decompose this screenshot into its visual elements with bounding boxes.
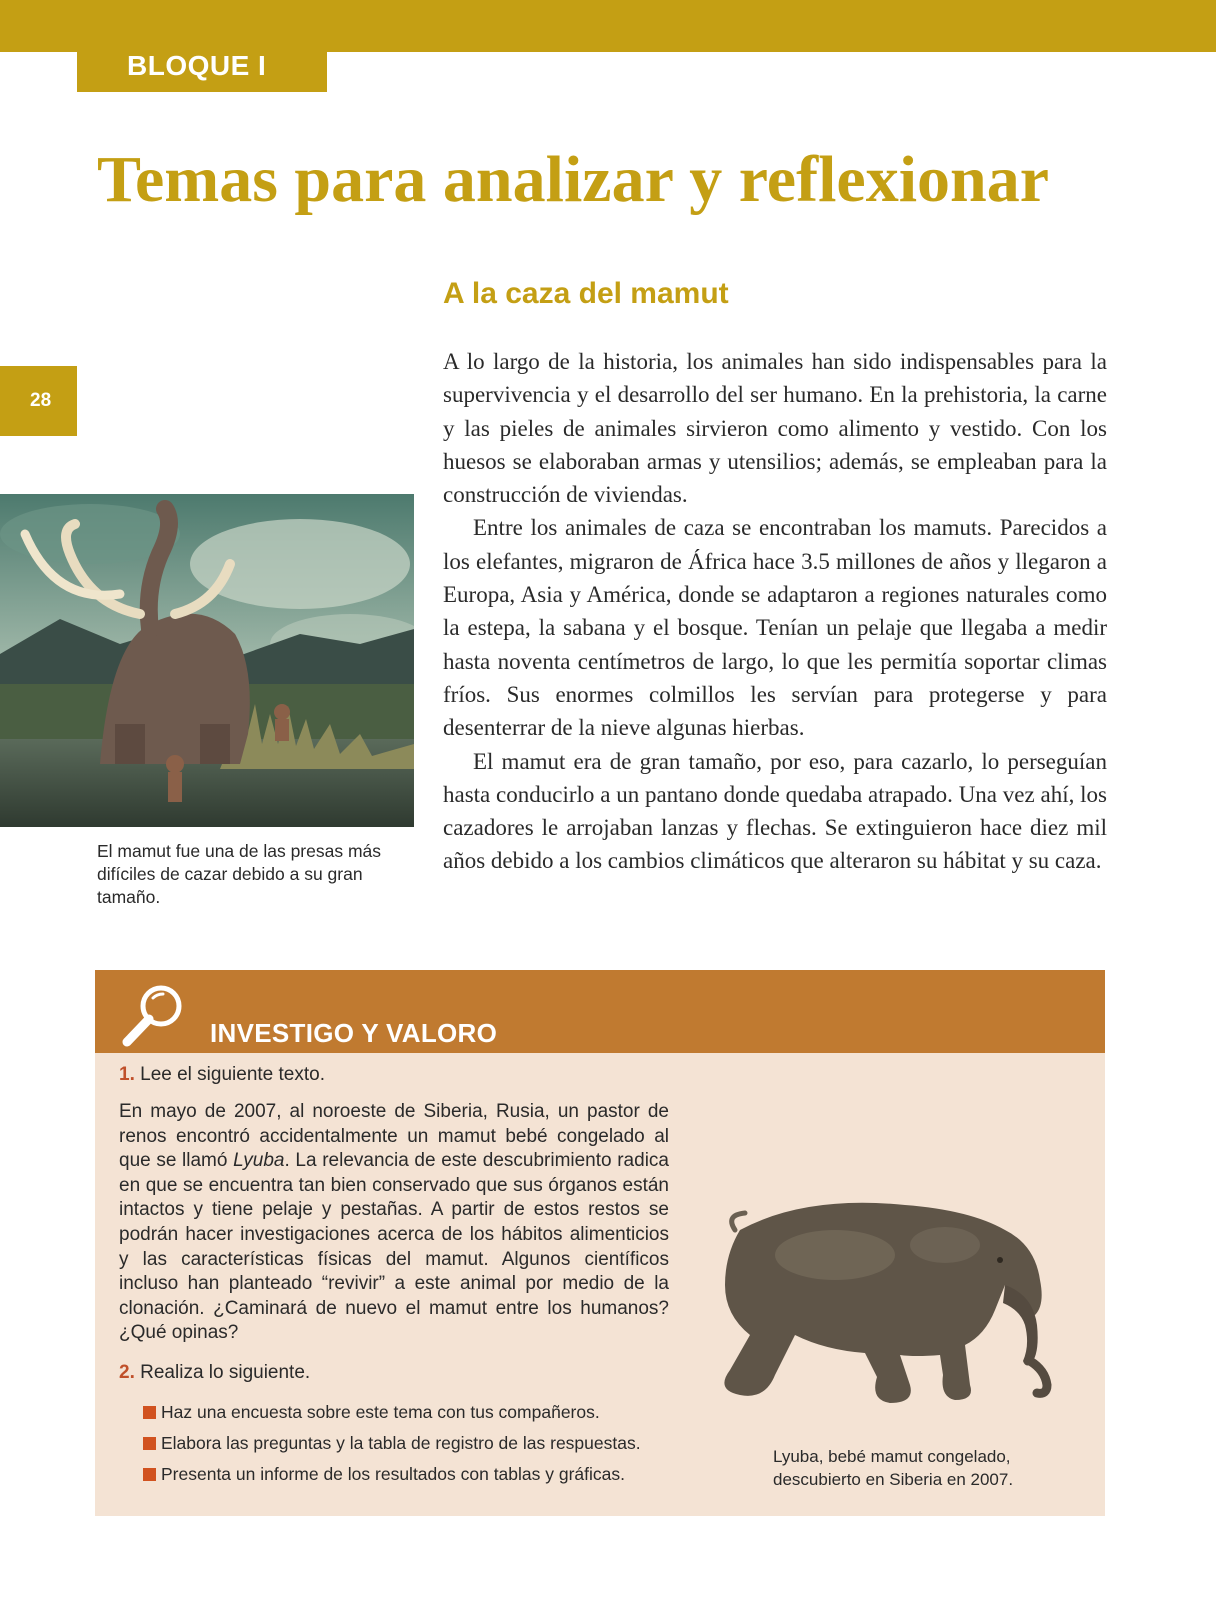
activity-box (95, 970, 1105, 1516)
task-list (143, 1397, 641, 1490)
list-item (143, 1397, 641, 1428)
mammoth-hunt-photo (0, 494, 414, 827)
image-caption: Lyuba, bebé mamut congelado, descubierto en Siberia en 2007. (773, 1447, 1014, 1489)
page-title: Temas para analizar y reflexionar (97, 143, 1050, 216)
magnifier-icon (117, 980, 189, 1052)
paragraph-1: A lo largo de la historia, los animales han sido indispensables para la supervivencia y el desarrollo del ser humano. En la prehistoria, la carne y las pieles de animales sirvieron como alimento y vestido. Con los huesos se elaboraban armas y utensilios; además, se empleaban para la construcción de viviendas. (443, 349, 1107, 508)
section-body (443, 345, 1107, 878)
bloque-label: BLOQUE I (77, 40, 327, 92)
step-1-text: Lee el siguiente texto. (140, 1064, 325, 1085)
step-1-number: 1. (119, 1064, 135, 1085)
paragraph-3: El mamut era de gran tamaño, por eso, para cazarlo, lo perseguían hasta conducirlo a un pantano donde quedaba atrapado. Una vez ahí, los cazadores le arrojaban lanzas y flechas. Se extinguieron hace diez mil años debido a los cambios climáticos que alteraron su hábitat y su caza. (443, 748, 1107, 874)
activity-title: INVESTIGO Y VALORO (210, 1018, 498, 1048)
section-heading: A la caza del mamut (443, 277, 729, 310)
task-text: Haz una encuesta sobre este tema con tus compañeros. (161, 1402, 600, 1422)
task-text: Presenta un informe de los resultados con tablas y gráficas. (161, 1464, 625, 1484)
baby-mammoth-image (685, 1185, 1070, 1410)
step-1 (119, 1062, 325, 1088)
step-2-number: 2. (119, 1362, 135, 1383)
reading-name: Lyuba (233, 1150, 285, 1172)
reading-part-1: En mayo de 2007, al noroeste de Siberia, Rusia, un pastor de renos encontró accidentalmente un mamut bebé congelado al que se llamó (119, 1101, 669, 1172)
square-bullet-icon (143, 1437, 156, 1450)
square-bullet-icon (143, 1406, 156, 1419)
list-item (143, 1428, 641, 1459)
step-2 (119, 1360, 310, 1386)
page-number: 28 (0, 366, 77, 436)
list-item (143, 1459, 641, 1490)
square-bullet-icon (143, 1468, 156, 1481)
paragraph-2: Entre los animales de caza se encontraban los mamuts. Parecidos a los elefantes, migraron de África hace 3.5 millones de años y llegaron a Europa, Asia y América, donde se adaptaron a regiones naturales como la estepa, la sabana y el bosque. Tenían un pelaje que llegaba a medir hasta noventa centímetros de largo, lo que les permitía soportar climas fríos. Sus enormes colmillos les servían para protegerse y para desenterrar de la nieve algunas hierbas. (443, 515, 1107, 741)
reading-text (119, 1100, 669, 1346)
reading-part-2: . La relevancia de este descubrimiento radica en que se encuentra tan bien conservado que sus órganos están intactos y tiene pelaje y pestañas. A partir de estos restos se podrán hacer investigaciones acerca de los hábitos alimenticios y las características físicas del mamut. Algunos científicos incluso han planteado “revivir” a este animal por medio de la clonación. ¿Caminará de nuevo el mamut entre los humanos? ¿Qué opinas? (119, 1150, 669, 1344)
task-text: Elabora las preguntas y la tabla de registro de las respuestas. (161, 1433, 641, 1453)
activity-header (95, 970, 1105, 1053)
photo-caption: El mamut fue una de las presas más difíciles de cazar debido a su gran tamaño. (97, 841, 382, 907)
step-2-text: Realiza lo siguiente. (140, 1362, 311, 1383)
